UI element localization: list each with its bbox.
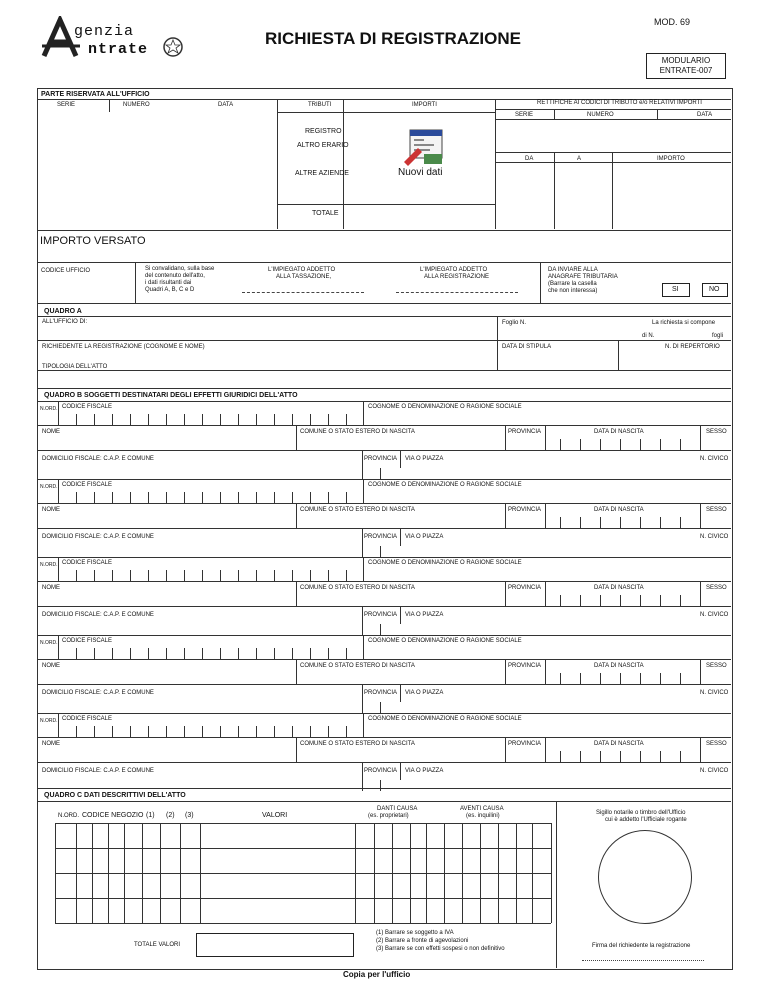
domicilio-label: DOMICILIO FISCALE: C.A.P. E COMUNE [42, 534, 154, 540]
nome-label: NOME [42, 507, 60, 513]
nome-label: NOME [42, 585, 60, 591]
domicilio-label: DOMICILIO FISCALE: C.A.P. E COMUNE [42, 456, 154, 462]
provincia-label: PROVINCIA [508, 507, 542, 513]
nome-label: NOME [42, 741, 60, 747]
nord-label: N.ORD. [40, 562, 58, 568]
data-nascita-label: DATA DI NASCITA [594, 741, 644, 747]
agenzia-entrate-logo [40, 14, 190, 60]
cognome-label: COGNOME O DENOMINAZIONE O RAGIONE SOCIALE [368, 638, 522, 644]
civico-label: N. CIVICO [700, 768, 729, 774]
provincia-label: PROVINCIA [508, 741, 542, 747]
via-label: VIA O PIAZZA [405, 768, 444, 774]
nord-label: N.ORD. [40, 640, 58, 646]
codice-fiscale-label: CODICE FISCALE [62, 560, 113, 566]
civico-label: N. CIVICO [700, 612, 729, 618]
via-label: VIA O PIAZZA [405, 612, 444, 618]
firma-tassazione-line[interactable] [242, 292, 364, 293]
codice-fiscale-label: CODICE FISCALE [62, 716, 113, 722]
provincia-label: PROVINCIA [508, 429, 542, 435]
provincia-label: PROVINCIA [364, 456, 398, 462]
codice-fiscale-label: CODICE FISCALE [62, 482, 113, 488]
page-title: RICHIESTA DI REGISTRAZIONE [265, 29, 521, 48]
nord-label: N.ORD. [40, 484, 58, 490]
nuovi-dati-label: Nuovi dati [398, 167, 443, 178]
nome-label: NOME [42, 663, 60, 669]
sesso-label: SESSO [706, 429, 727, 435]
firma-registrazione-line[interactable] [396, 292, 518, 293]
via-label: VIA O PIAZZA [405, 456, 444, 462]
civico-label: N. CIVICO [700, 690, 729, 696]
comune-nascita-label: COMUNE O STATO ESTERO DI NASCITA [300, 663, 415, 669]
sesso-label: SESSO [706, 585, 727, 591]
domicilio-label: DOMICILIO FISCALE: C.A.P. E COMUNE [42, 690, 154, 696]
comune-nascita-label: COMUNE O STATO ESTERO DI NASCITA [300, 585, 415, 591]
nord-label: N.ORD. [40, 406, 58, 412]
civico-label: N. CIVICO [700, 534, 729, 540]
data-nascita-label: DATA DI NASCITA [594, 429, 644, 435]
via-label: VIA O PIAZZA [405, 534, 444, 540]
cognome-label: COGNOME O DENOMINAZIONE O RAGIONE SOCIALE [368, 716, 522, 722]
no-checkbox[interactable]: NO [702, 283, 728, 297]
domicilio-label: DOMICILIO FISCALE: C.A.P. E COMUNE [42, 768, 154, 774]
logo-text-entrate: ntrate [88, 41, 149, 58]
provincia-label: PROVINCIA [364, 690, 398, 696]
civico-label: N. CIVICO [700, 456, 729, 462]
data-nascita-label: DATA DI NASCITA [594, 507, 644, 513]
codice-fiscale-label: CODICE FISCALE [62, 404, 113, 410]
logo-text-agenzia: genzia [74, 23, 135, 40]
domicilio-label: DOMICILIO FISCALE: C.A.P. E COMUNE [42, 612, 154, 618]
importo-versato-title: IMPORTO VERSATO [40, 235, 146, 247]
cognome-label: COGNOME O DENOMINAZIONE O RAGIONE SOCIALE [368, 482, 522, 488]
totale-valori-field[interactable] [196, 933, 354, 957]
nuovi-dati-shortcut[interactable] [392, 128, 462, 180]
codice-fiscale-label: CODICE FISCALE [62, 638, 113, 644]
data-nascita-label: DATA DI NASCITA [594, 585, 644, 591]
comune-nascita-label: COMUNE O STATO ESTERO DI NASCITA [300, 507, 415, 513]
provincia-label: PROVINCIA [364, 768, 398, 774]
comune-nascita-label: COMUNE O STATO ESTERO DI NASCITA [300, 741, 415, 747]
nome-label: NOME [42, 429, 60, 435]
si-checkbox[interactable]: SI [662, 283, 690, 297]
section-ufficio: PARTE RISERVATA ALL'UFFICIO SERIE NUMERO DATA TRIBUTI IMPORTI RETTIFICHE AI CODICI DI TRIBUTO e/o RELATIVI IMPORTI SERIE NUMERO DATA DA A IMPORTO REGISTRO ALTRO ERARIO ALTRE AZIENDE TOTALE [37, 88, 733, 230]
firma-richiedente-line[interactable] [582, 960, 704, 961]
emblem-icon [162, 36, 184, 58]
via-label: VIA O PIAZZA [405, 690, 444, 696]
provincia-label: PROVINCIA [364, 612, 398, 618]
stamp-circle [598, 830, 692, 924]
nord-label: N.ORD. [40, 718, 58, 724]
mod-number: MOD. 69 [654, 17, 691, 27]
sesso-label: SESSO [706, 507, 727, 513]
cognome-label: COGNOME O DENOMINAZIONE O RAGIONE SOCIALE [368, 404, 522, 410]
comune-nascita-label: COMUNE O STATO ESTERO DI NASCITA [300, 429, 415, 435]
provincia-label: PROVINCIA [508, 585, 542, 591]
footer-copia: Copia per l'ufficio [343, 970, 411, 979]
sesso-label: SESSO [706, 663, 727, 669]
data-nascita-label: DATA DI NASCITA [594, 663, 644, 669]
provincia-label: PROVINCIA [508, 663, 542, 669]
provincia-label: PROVINCIA [364, 534, 398, 540]
modulario-box: MODULARIO ENTRATE-007 [646, 53, 726, 79]
cognome-label: COGNOME O DENOMINAZIONE O RAGIONE SOCIALE [368, 560, 522, 566]
nuovi-dati-icon [402, 128, 446, 166]
sesso-label: SESSO [706, 741, 727, 747]
